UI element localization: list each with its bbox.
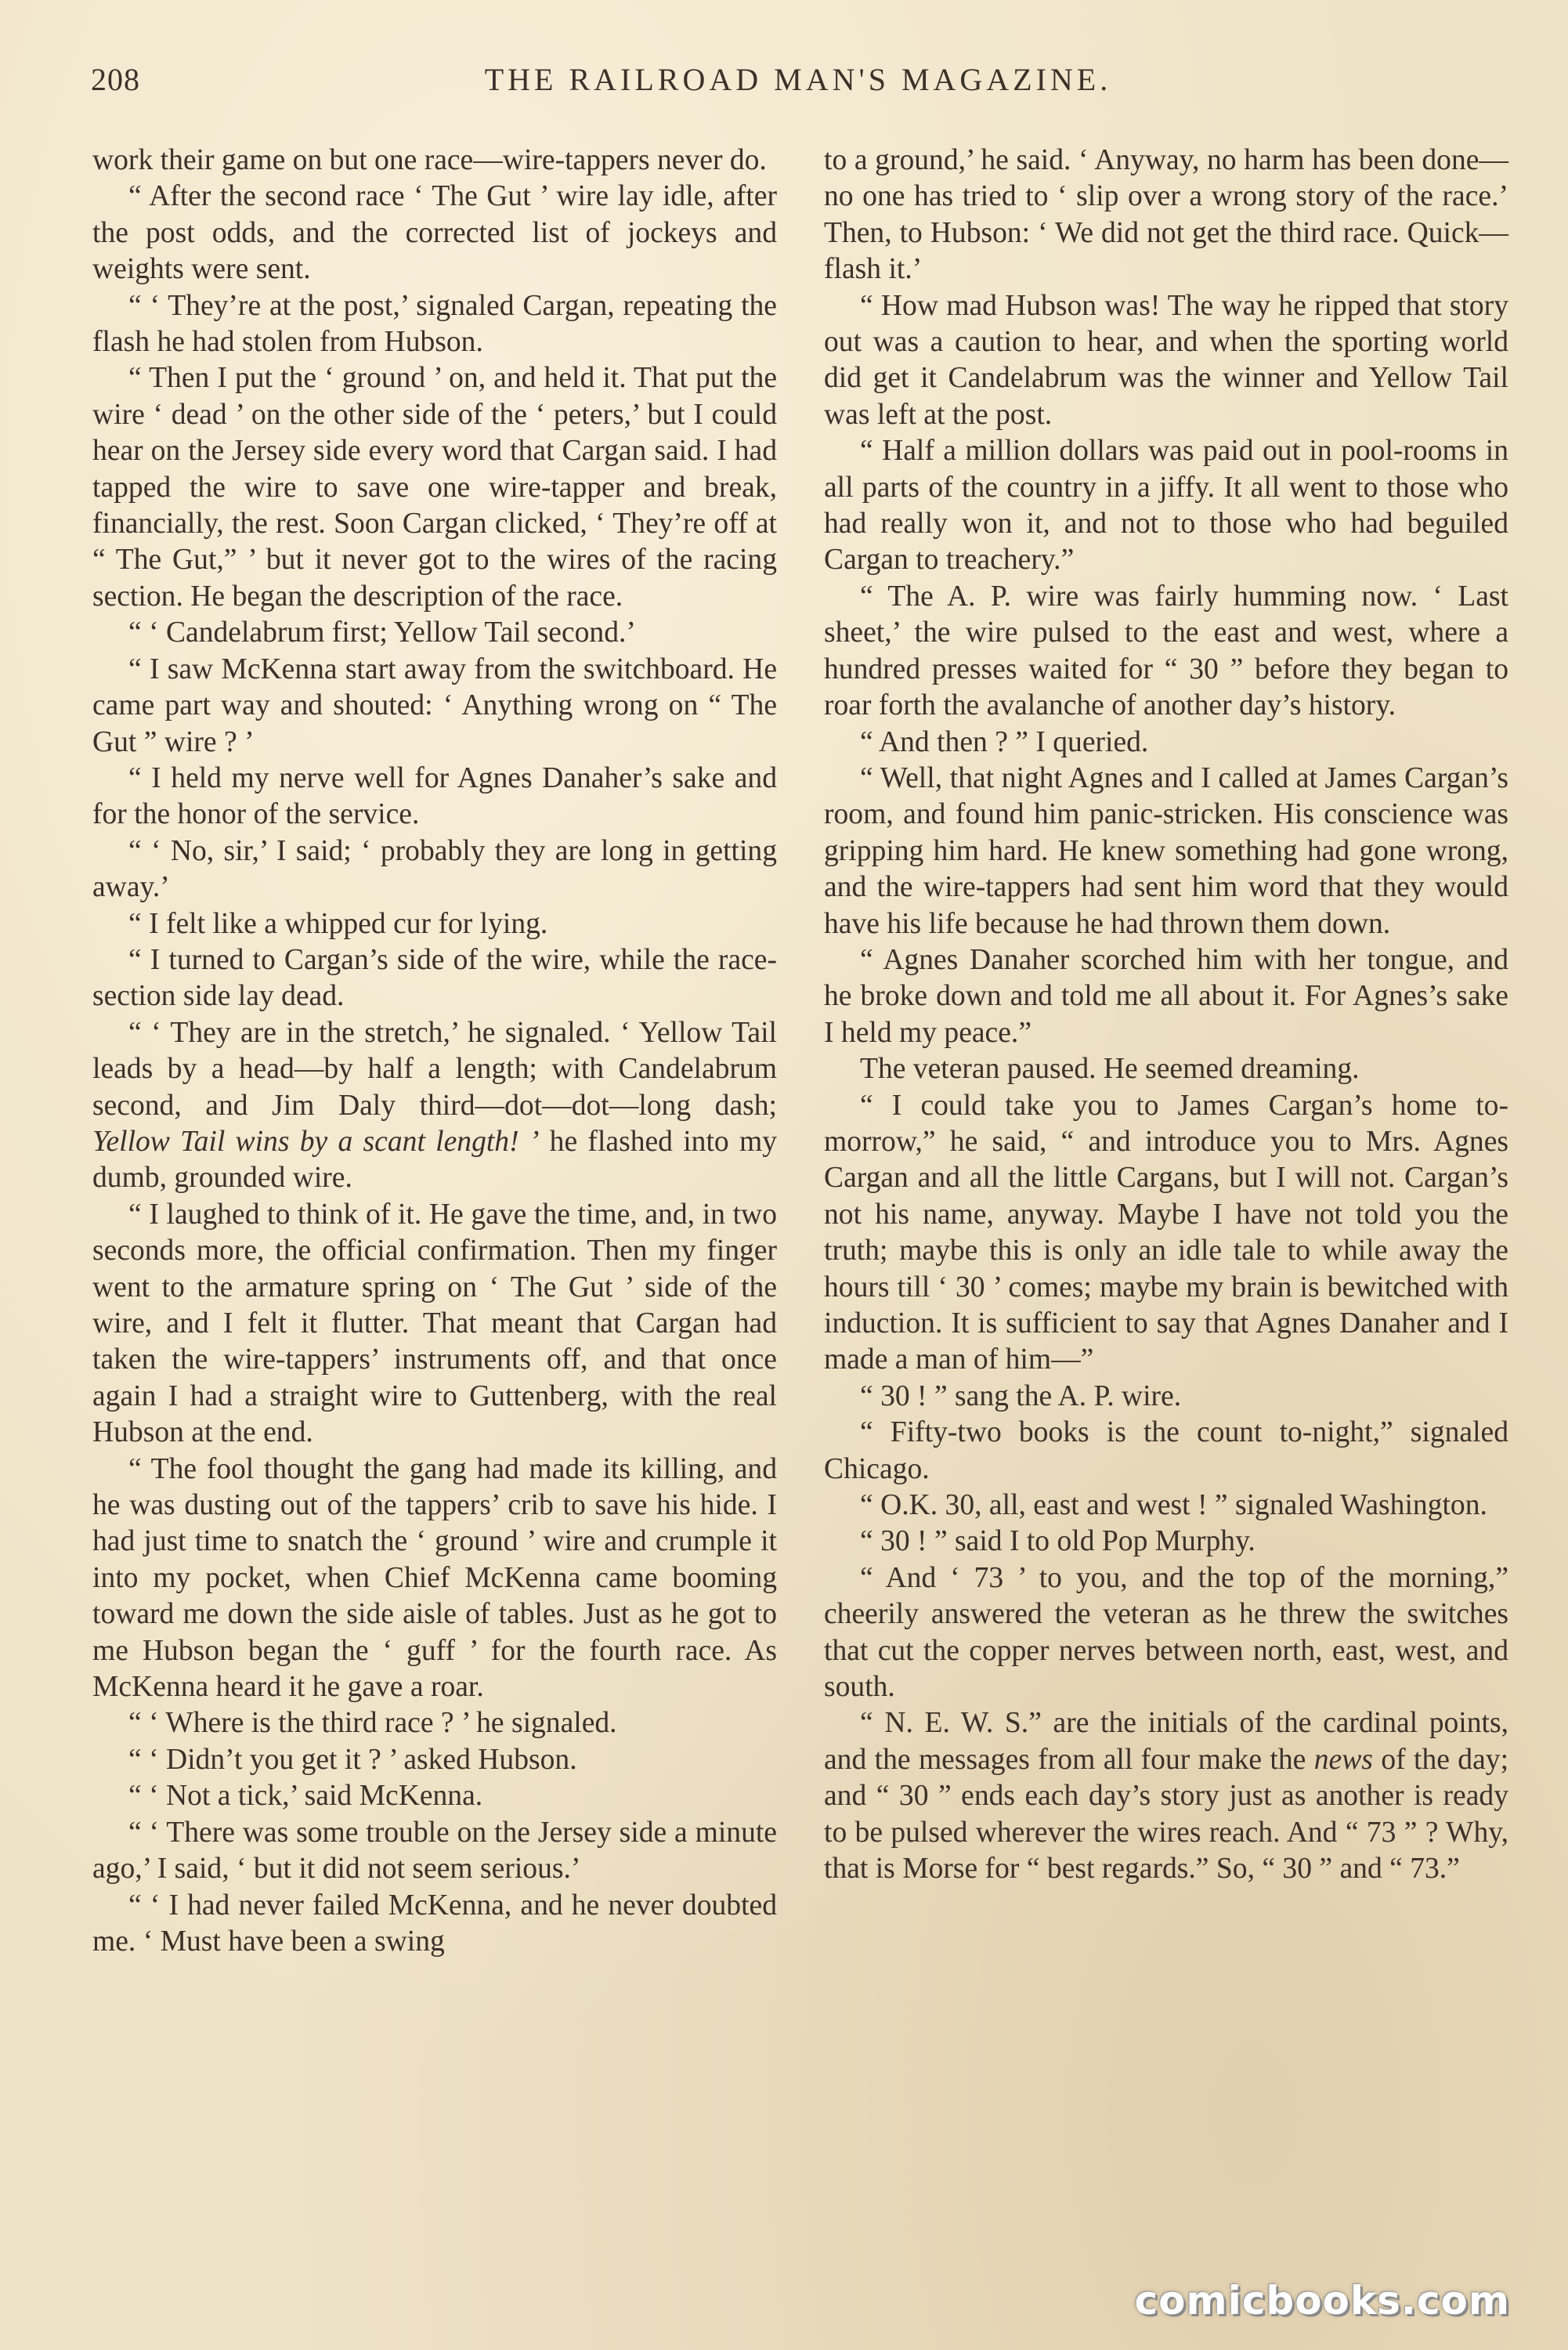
page-header <box>91 61 1505 110</box>
paragraph: “ Half a million dollars was paid out in pool-rooms in all parts of the country in a jiffy. It all went to those who had really won it, and not to those who had beguiled Cargan to treachery.” <box>824 435 1508 577</box>
paragraph: “ I felt like a whipped cur for lying. <box>128 907 548 940</box>
paragraph: “ 30 ! ” said I to old Pop Murphy. <box>860 1525 1255 1558</box>
paragraph-text: “ 73 ” ? Why, that is Morse for “ best regards.” So, “ 30 ” and “ 73.” <box>824 1816 1509 1885</box>
paragraph: “ ‘ Where is the third race ? ’ he signaled. <box>128 1707 617 1740</box>
watermark-logo: comicbooks.com <box>1134 2278 1510 2323</box>
paragraph: “ And ‘ 73 ’ to you, and the top of the morning,” cheerily answered the veteran as he threw the switches that cut the copper nerves between north, east, west, and south. <box>824 1561 1508 1704</box>
left-column <box>92 143 777 1960</box>
running-title: THE RAILROAD MAN'S MAGAZINE. <box>484 62 1112 97</box>
paragraph: “ I laughed to think of it. He gave the time, and, in two seconds more, the official confirmation. Then my finger went to the armature spring on ‘ The Gut ’ side of the wire, and I felt it flutter. That meant that Cargan had taken the wire-tappers’ instruments off, and that once again I had a straight wire to Guttenberg, with the real Hubson at the end. <box>92 1198 777 1449</box>
paragraph: “ Agnes Danaher scorched him with her tongue, and he broke down and told me all about it. For Agnes’s sake I held my peace.” <box>824 943 1508 1049</box>
paragraph: “ The A. P. wire was fairly humming now. ‘ Last sheet,’ the wire pulsed to the east and west, where a hundred presses waited for “ 30 ” before they began to roar forth the avalanche of another day’s history. <box>824 580 1508 722</box>
paragraph: “ I saw McKenna start away from the switchboard. He came part way and shouted: ‘ Anything wrong on “ The Gut ” wire ? ’ <box>92 653 777 758</box>
paragraph: “ ‘ No, sir,’ I said; ‘ probably they are long in getting away.’ <box>92 834 777 904</box>
paragraph: to a ground,’ he said. ‘ Anyway, no harm has been done—no one has tried to ‘ slip over a wrong story of the race.’ Then, to Hubson: ‘ We did not get the third race. Quick—flash it.’ <box>824 144 1508 286</box>
paragraph: The veteran paused. He seemed dreaming. <box>860 1053 1360 1086</box>
paragraph: “ 30 ! ” sang the A. P. wire. <box>860 1379 1182 1412</box>
paragraph: “ I turned to Cargan’s side of the wire, while the race-section side lay dead. <box>92 943 777 1013</box>
paragraph-text: of the day; and “ 30 ” ends each day’s story just as another is ready to be pulsed wherever the wires reach. And <box>824 1743 1509 1849</box>
paragraph: “ The fool thought the gang had made its killing, and he was dusting out of the tappers’ crib to save his hide. I had just time to snatch the ‘ ground ’ wire and crumple it into my pocket, when Chief McKenna came booming toward me down the side aisle of tables. Just as he got to me Hubson began the ‘ guff ’ for the fourth race. As McKenna heard it he gave a roar. <box>92 1452 777 1704</box>
paragraph: “ I held my nerve well for Agnes Danaher’s sake and for the honor of the service. <box>92 761 777 831</box>
paragraph: “ ‘ They’re at the post,’ signaled Cargan, repeating the flash he had stolen from Hubson. <box>92 289 777 359</box>
paragraph: “ I could take you to James Cargan’s home to-morrow,” he said, “ and introduce you to Mrs. Agnes Cargan and all the little Cargans, but I will not. Cargan’s not his name, anyway. Maybe I have not told you the truth; maybe this is only an idle tale to while away the hours till ‘ 30 ’ comes; maybe my brain is bewitched with induction. It is sufficient to say that Agnes Danaher and I made a man of him—” <box>824 1089 1508 1376</box>
paragraph: “ ‘ I had never failed McKenna, and he never doubted me. ‘ Must have been a swing <box>92 1889 777 1958</box>
paragraph: “ Then I put the ‘ ground ’ on, and held it. That put the wire ‘ dead ’ on the other side of the ‘ peters,’ but I could hear on the Jersey side every word that Cargan said. I had tapped the wire to save one wire-tapper and break, financially, the rest. Soon Cargan clicked, ‘ They’re off at “ The Gut,” ’ but it never got to the wires of the racing section. He began the description of the race. <box>92 362 777 613</box>
paragraph-text: “ N. E. W. S.” are the initials of the cardinal points, and the messages from all four make the <box>824 1707 1508 1776</box>
italic-phrase: Yellow Tail wins by a scant length! ’ <box>92 1125 540 1158</box>
paragraph <box>92 1015 777 1197</box>
paragraph: “ And then ? ” I queried. <box>860 725 1149 758</box>
italic-word: news <box>1313 1743 1373 1776</box>
paragraph <box>824 1705 1508 1887</box>
paragraph: “ ‘ Not a tick,’ said McKenna. <box>128 1780 483 1813</box>
page-number: 208 <box>91 62 140 97</box>
paragraph: “ How mad Hubson was! The way he ripped that story out was a caution to hear, and when the sporting world did get it Candelabrum was the winner and Yellow Tail was left at the post. <box>824 289 1508 431</box>
paragraph: work their game on but one race—wire-tappers never do. <box>92 144 767 176</box>
paragraph-text: he flashed into my dumb, grounded wire. <box>92 1125 777 1195</box>
paragraph: “ ‘ Candelabrum first; Yellow Tail second.’ <box>128 616 636 649</box>
paragraph: “ Fifty-two books is the count to-night,” signaled Chicago. <box>824 1416 1508 1485</box>
paragraph: “ ‘ There was some trouble on the Jersey side a minute ago,’ I said, ‘ but it did not seem serious.’ <box>92 1816 777 1885</box>
right-column <box>824 143 1508 1888</box>
paragraph: “ O.K. 30, all, east and west ! ” signaled Washington. <box>860 1489 1487 1522</box>
paragraph: “ ‘ Didn’t you get it ? ’ asked Hubson. <box>128 1743 577 1776</box>
paragraph: “ Well, that night Agnes and I called at James Cargan’s room, and found him panic-stricken. His conscience was gripping him hard. He knew something had gone wrong, and the wire-tappers had sent him word that they would have his life because he had thrown them down. <box>824 761 1508 940</box>
paragraph: “ After the second race ‘ The Gut ’ wire lay idle, after the post odds, and the corrected list of jockeys and weights were sent. <box>92 180 777 286</box>
paragraph-text: “ ‘ They are in the stretch,’ he signaled. ‘ Yellow Tail leads by a head—by half a length; with Candelabrum second, and Jim Daly third—dot—dot—long dash; <box>92 1016 777 1122</box>
